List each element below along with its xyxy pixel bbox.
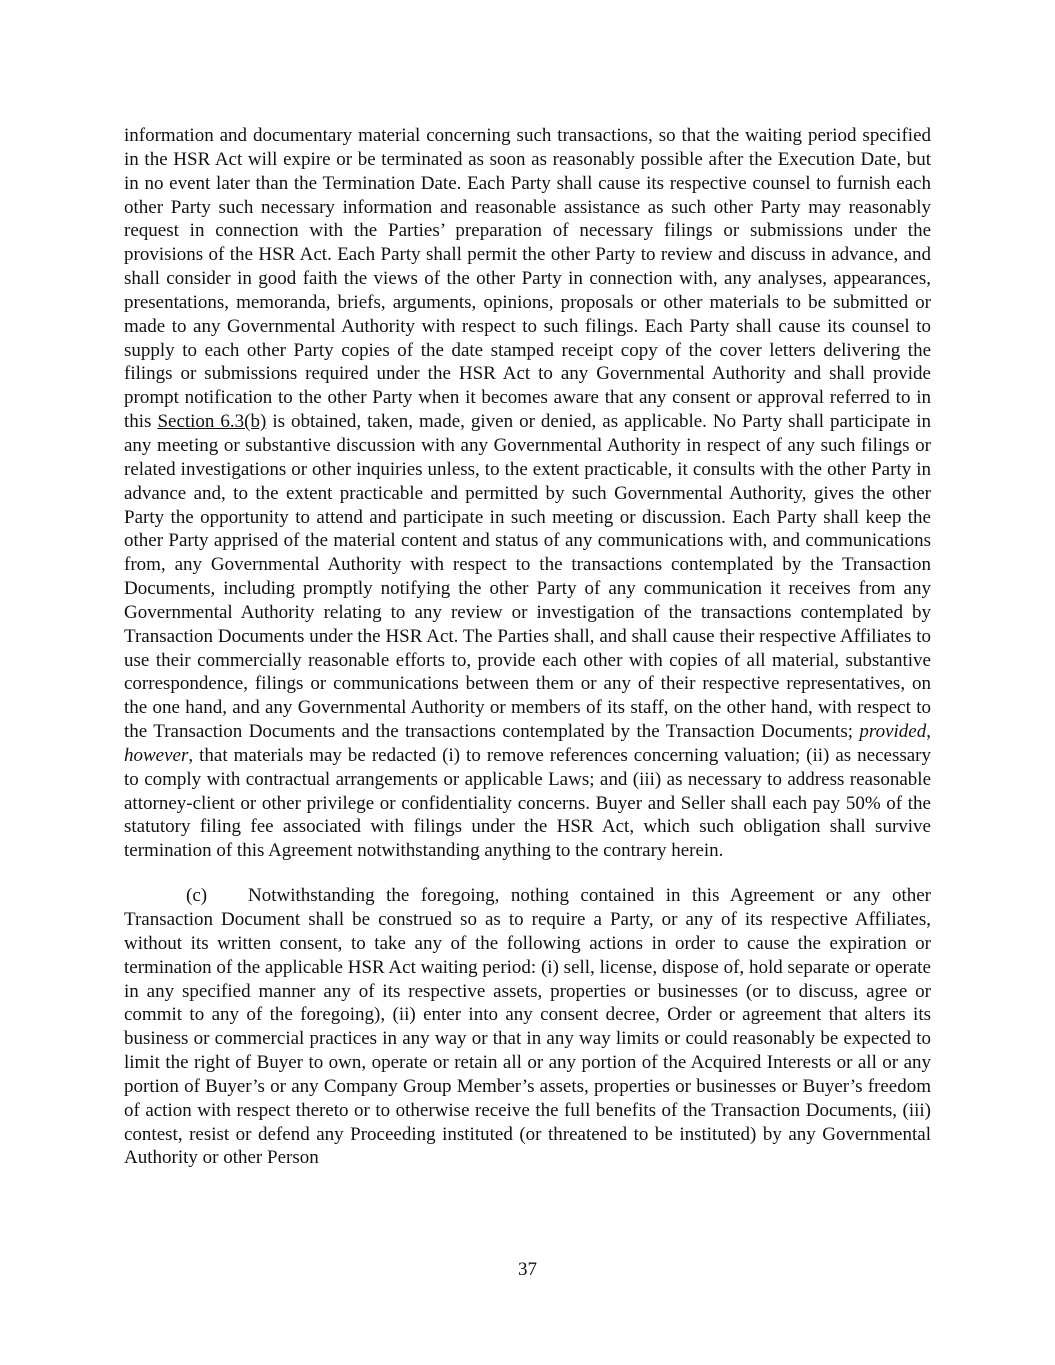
paragraph-c xyxy=(124,884,931,1170)
page-number: 37 xyxy=(518,1259,537,1280)
paragraph-text: is obtained, taken, made, given or denied, as applicable. No Party shall participate in any meeting or substantive discussion with any Governmental Authority in respect of any such filings or related investigations or other inquiries unless, to the extent practicable, it consults with the other Party in advance and, to the extent practicable and permitted by such Governmental Authority, gives the other Party the opportunity to attend and participate in such meeting or discussion. Each Party shall keep the other Party apprised of the material content and status of any communications with, and communications from, any Governmental Authority with respect to the transactions contemplated by the Transaction Documents, including promptly notifying the other Party of any communication it receives from any Governmental Authority relating to any review or investigation of the transactions contemplated by Transaction Documents under the HSR Act. The Parties shall, and shall cause their respective Affiliates to use their commercially reasonable efforts to, provide each other with copies of all material, substantive correspondence, filings or communications between them or any of their respective representatives, on the one hand, and any Governmental Authority or members of its staff, on the other hand, with respect to the Transaction Documents and the transactions contemplated by the Transaction Documents; xyxy=(124,411,931,743)
punctuation: , xyxy=(926,721,931,743)
italic-term-provided: provided xyxy=(859,721,927,743)
italic-term-however: however xyxy=(124,744,189,766)
page-body xyxy=(124,124,931,1170)
paragraph-text: , that materials may be redacted (i) to remove references concerning valuation; (ii) as necessary to comply with contractual arrangements or applicable Laws; and (iii) as necessary to address reasonable attorney-client or other privilege or confidentiality concerns. Buyer and Seller shall each pay 50% of the statutory filing fee associated with filings under the HSR Act, which such obligation shall survive termination of this Agreement notwithstanding anything to the contrary herein. xyxy=(124,744,931,862)
paragraph-label: (c) xyxy=(186,885,208,907)
paragraph-b-continuation xyxy=(124,124,931,863)
section-cross-reference: Section 6.3(b) xyxy=(157,411,267,433)
paragraph-text: Notwithstanding the foregoing, nothing contained in this Agreement or any other Transaction Document shall be construed so as to require a Party, or any of its respective Affiliates, without its written consent, to take any of the following actions in order to cause the expiration or termination of the applicable HSR Act waiting period: (i) sell, license, dispose of, hold separate or operate in any specified manner any of its respective assets, properties or businesses (or to discuss, agree or commit to any of the foregoing), (ii) enter into any consent decree, Order or agreement that alters its business or commercial practices in any way or that in any way limits or could reasonably be expected to limit the right of Buyer to own, operate or retain all or any portion of the Acquired Interests or all or any portion of Buyer’s or any Company Group Member’s assets, properties or businesses or Buyer’s freedom of action with respect thereto or to otherwise receive the full benefits of the Transaction Documents, (iii) contest, resist or defend any Proceeding instituted (or threatened to be instituted) by any Governmental Authority or other Person xyxy=(124,885,931,1169)
paragraph-text: information and documentary material concerning such transactions, so that the waiting period specified in the HSR Act will expire or be terminated as soon as reasonably possible after the Execution Date, but in no event later than the Termination Date. Each Party shall cause its respective counsel to furnish each other Party such necessary information and reasonable assistance as such other Party may reasonably request in connection with the Parties’ preparation of necessary filings or submissions under the provisions of the HSR Act. Each Party shall permit the other Party to review and discuss in advance, and shall consider in good faith the views of the other Party in connection with, any analyses, appearances, presentations, memoranda, briefs, arguments, opinions, proposals or other materials to be submitted or made to any Governmental Authority with respect to such filings. Each Party shall cause its counsel to supply to each other Party copies of the date stamped receipt copy of the cover letters delivering the filings or submissions required under the HSR Act to any Governmental Authority and shall provide prompt notification to the other Party when it becomes aware that any consent or approval referred to in this xyxy=(124,125,931,433)
